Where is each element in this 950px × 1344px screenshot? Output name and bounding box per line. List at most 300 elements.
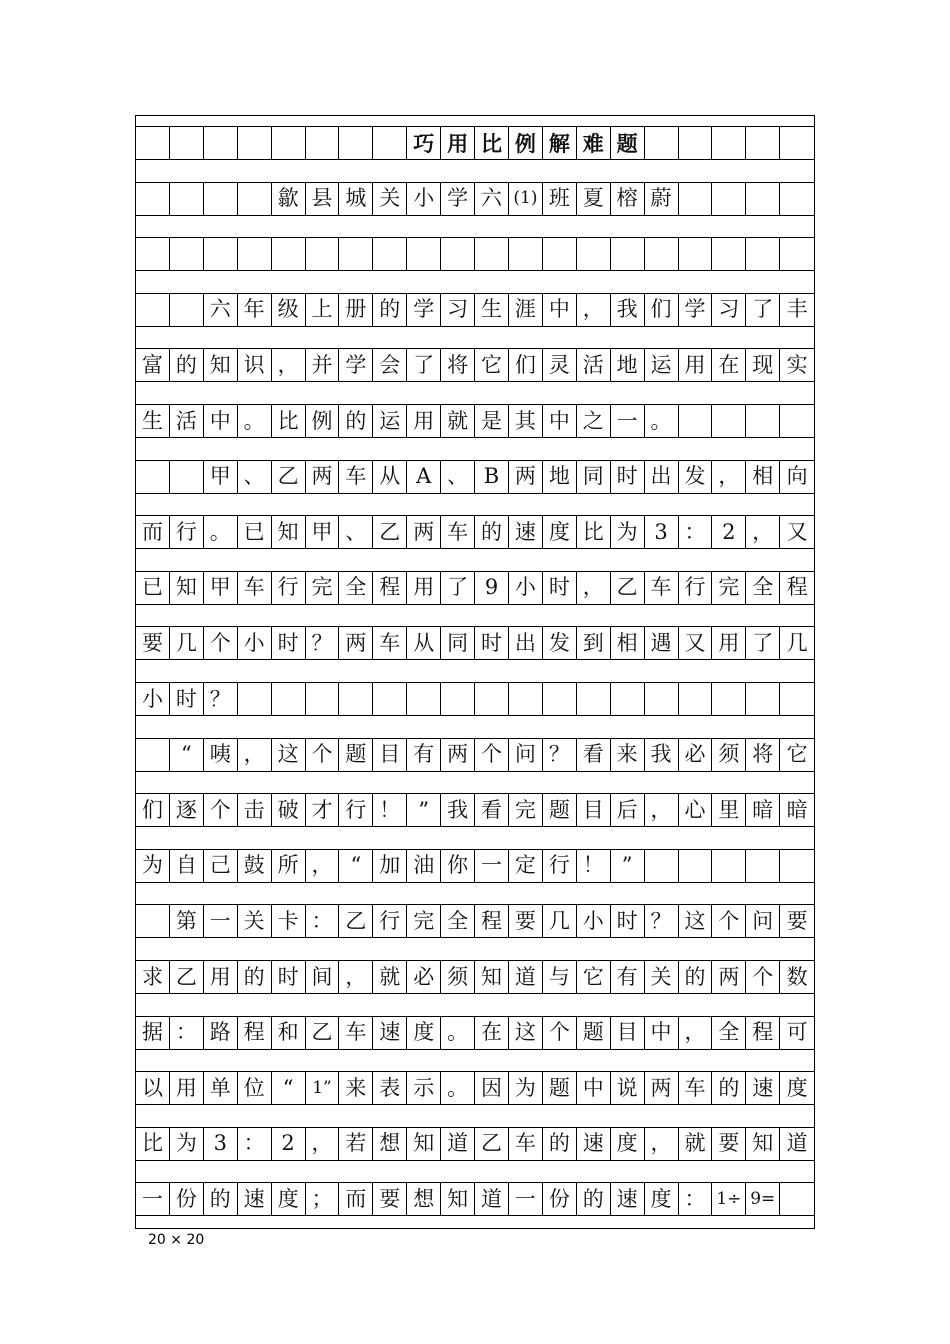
- grid-cell: 一: [475, 849, 509, 883]
- grid-cell: 据: [136, 1016, 170, 1050]
- grid-cell: 位: [238, 1071, 272, 1105]
- grid-cell: A: [407, 460, 441, 494]
- grid-cell: 须: [712, 738, 746, 772]
- grid-cell: 用: [407, 571, 441, 605]
- grid-cell: [645, 682, 679, 716]
- grid-cell: 之: [577, 404, 611, 438]
- grid-cell: 班: [543, 182, 577, 216]
- grid-cell: [136, 904, 170, 938]
- grid-cell: 六: [475, 182, 509, 216]
- grid-cell: [780, 682, 814, 716]
- grid-cell: 度: [407, 1016, 441, 1050]
- grid-cell: 个: [543, 1016, 577, 1050]
- grid-cell: 六: [204, 293, 238, 327]
- grid-cell: 速: [509, 515, 543, 549]
- grid-cell: 求: [136, 960, 170, 994]
- grid-cell: 个: [306, 738, 340, 772]
- grid-cell: 行: [339, 793, 373, 827]
- grid-cell: 行: [679, 571, 713, 605]
- grid-cell: 暗: [746, 793, 780, 827]
- grid-cell: [238, 182, 272, 216]
- grid-cell: 、: [441, 460, 475, 494]
- grid-cell: 知: [272, 515, 306, 549]
- grid-cell: [679, 126, 713, 160]
- grid-cell: 甲: [204, 460, 238, 494]
- grid-cell: 生: [475, 293, 509, 327]
- grid-cell: 乙: [170, 960, 204, 994]
- grid-cell: 速: [577, 1127, 611, 1161]
- grid-cell: 发: [543, 626, 577, 660]
- grid-row: [136, 793, 814, 827]
- grid-cell: 全: [712, 1016, 746, 1050]
- grid-cell: 比: [475, 126, 509, 160]
- grid-cell: 个: [204, 793, 238, 827]
- grid-cell: 定: [509, 849, 543, 883]
- grid-cell: 、: [238, 460, 272, 494]
- grid-cell: 关: [645, 960, 679, 994]
- grid-cell: 小: [238, 626, 272, 660]
- grid-cell: [679, 237, 713, 271]
- grid-cell: 说: [611, 1071, 645, 1105]
- grid-cell: [170, 460, 204, 494]
- grid-cell: 两: [712, 960, 746, 994]
- grid-cell: [543, 682, 577, 716]
- grid-cell: 乙: [306, 1016, 340, 1050]
- grid-cell: 题: [611, 126, 645, 160]
- grid-cell: 榕: [611, 182, 645, 216]
- grid-cell: 道: [780, 1127, 814, 1161]
- grid-row: [136, 1182, 814, 1216]
- grid-cell: 、: [339, 515, 373, 549]
- grid-cell: 3: [645, 515, 679, 549]
- grid-cell: [136, 460, 170, 494]
- grid-cell: 程: [780, 571, 814, 605]
- grid-cell: 题: [339, 738, 373, 772]
- grid-cell: 车: [339, 460, 373, 494]
- grid-cell: 同: [577, 460, 611, 494]
- grid-cell: 就: [373, 960, 407, 994]
- grid-cell: [339, 237, 373, 271]
- grid-cell: 运: [373, 404, 407, 438]
- grid-row: [136, 237, 814, 271]
- grid-cell: 学: [407, 293, 441, 327]
- grid-cell: [238, 237, 272, 271]
- grid-cell: 鼓: [238, 849, 272, 883]
- grid-cell: [238, 126, 272, 160]
- grid-cell: 它: [577, 960, 611, 994]
- grid-cell: [712, 182, 746, 216]
- grid-cell: [373, 682, 407, 716]
- grid-cell: 将: [441, 348, 475, 382]
- grid-cell: 必: [679, 738, 713, 772]
- grid-cell: 行: [170, 515, 204, 549]
- grid-cell: 若: [339, 1127, 373, 1161]
- grid-cell: 富: [136, 348, 170, 382]
- grid-cell: ，: [679, 1016, 713, 1050]
- grid-cell: 车: [238, 571, 272, 605]
- grid-cell: 两: [407, 515, 441, 549]
- grid-cell: “: [272, 1071, 306, 1105]
- grid-cell: 巧: [407, 126, 441, 160]
- grid-cell: 级: [272, 293, 306, 327]
- grid-cell: [780, 182, 814, 216]
- grid-row: [136, 738, 814, 772]
- grid-cell: ，: [712, 460, 746, 494]
- grid-cell: ：: [679, 1182, 713, 1216]
- grid-cell: 逐: [170, 793, 204, 827]
- grid-cell: 行: [543, 849, 577, 883]
- grid-cell: 用: [170, 1071, 204, 1105]
- grid-size-label: 20 × 20: [148, 1232, 205, 1248]
- grid-cell: 知: [441, 1182, 475, 1216]
- grid-cell: 时: [170, 682, 204, 716]
- grid-cell: [170, 126, 204, 160]
- grid-cell: B: [475, 460, 509, 494]
- grid-cell: [645, 849, 679, 883]
- grid-cell: [170, 293, 204, 327]
- grid-cell: 问: [509, 738, 543, 772]
- grid-cell: 生: [136, 404, 170, 438]
- grid-cell: 一: [204, 904, 238, 938]
- grid-cell: 这: [509, 1016, 543, 1050]
- grid-cell: 心: [679, 793, 713, 827]
- grid-cell: 小: [577, 904, 611, 938]
- grid-cell: 份: [543, 1182, 577, 1216]
- grid-cell: 车: [679, 1071, 713, 1105]
- grid-row: [136, 293, 814, 327]
- grid-cell: 行: [373, 904, 407, 938]
- grid-cell: 时: [543, 571, 577, 605]
- grid-cell: 里: [712, 793, 746, 827]
- grid-cell: 个: [204, 626, 238, 660]
- grid-cell: [645, 126, 679, 160]
- grid-cell: ，: [272, 348, 306, 382]
- grid-cell: 了: [441, 571, 475, 605]
- grid-row: [136, 515, 814, 549]
- grid-cell: 从: [407, 626, 441, 660]
- grid-cell: 来: [611, 738, 645, 772]
- grid-cell: 夏: [577, 182, 611, 216]
- grid-cell: 在: [712, 348, 746, 382]
- grid-cell: 用: [712, 626, 746, 660]
- grid-cell: 中: [204, 404, 238, 438]
- grid-cell: 完: [407, 904, 441, 938]
- grid-cell: 到: [577, 626, 611, 660]
- grid-cell: 而: [136, 515, 170, 549]
- grid-cell: 因: [475, 1071, 509, 1105]
- grid-cell: 了: [407, 348, 441, 382]
- grid-cell: [780, 237, 814, 271]
- grid-cell: 单: [204, 1071, 238, 1105]
- grid-cell: [543, 237, 577, 271]
- grid-cell: [306, 237, 340, 271]
- grid-cell: 它: [780, 738, 814, 772]
- grid-cell: [204, 126, 238, 160]
- grid-cell: [475, 682, 509, 716]
- grid-cell: 们: [645, 293, 679, 327]
- grid-cell: 的: [712, 1071, 746, 1105]
- grid-cell: 时: [611, 460, 645, 494]
- grid-cell: 道: [475, 1182, 509, 1216]
- grid-cell: 车: [339, 1016, 373, 1050]
- grid-row: [136, 1016, 814, 1050]
- grid-cell: 速: [373, 1016, 407, 1050]
- grid-cell: 中: [645, 1016, 679, 1050]
- grid-cell: [170, 237, 204, 271]
- grid-cell: 度: [543, 515, 577, 549]
- grid-cell: 知: [746, 1127, 780, 1161]
- grid-cell: [373, 237, 407, 271]
- grid-cell: [136, 738, 170, 772]
- grid-cell: 1÷: [712, 1182, 746, 1216]
- grid-cell: 2: [712, 515, 746, 549]
- grid-cell: 城: [339, 182, 373, 216]
- grid-cell: 两: [645, 1071, 679, 1105]
- grid-cell: 几: [170, 626, 204, 660]
- grid-cell: [712, 237, 746, 271]
- grid-cell: [306, 126, 340, 160]
- grid-cell: 为: [611, 515, 645, 549]
- grid-cell: “: [170, 738, 204, 772]
- grid-cell: 。: [441, 1071, 475, 1105]
- grid-cell: ！: [577, 849, 611, 883]
- grid-cell: [272, 237, 306, 271]
- grid-cell: [577, 682, 611, 716]
- grid-cell: ：: [679, 515, 713, 549]
- grid-cell: 时: [611, 904, 645, 938]
- grid-cell: ，: [645, 793, 679, 827]
- grid-cell: 。: [238, 404, 272, 438]
- grid-cell: 有: [407, 738, 441, 772]
- grid-cell: 已: [136, 571, 170, 605]
- grid-cell: 车: [373, 626, 407, 660]
- grid-cell: ？: [645, 904, 679, 938]
- grid-cell: 油: [407, 849, 441, 883]
- grid-cell: 习: [712, 293, 746, 327]
- grid-cell: [407, 237, 441, 271]
- grid-cell: 活: [170, 404, 204, 438]
- grid-cell: [780, 126, 814, 160]
- grid-cell: [679, 182, 713, 216]
- grid-cell: 所: [272, 849, 306, 883]
- grid-cell: 路: [204, 1016, 238, 1050]
- grid-cell: ，: [746, 515, 780, 549]
- grid-cell: 实: [780, 348, 814, 382]
- grid-cell: 车: [509, 1127, 543, 1161]
- grid-cell: [272, 126, 306, 160]
- grid-cell: 。: [645, 404, 679, 438]
- grid-cell: 发: [679, 460, 713, 494]
- grid-cell: (1): [509, 182, 543, 216]
- grid-cell: [306, 682, 340, 716]
- grid-cell: 自: [170, 849, 204, 883]
- grid-cell: 县: [306, 182, 340, 216]
- grid-cell: 小: [136, 682, 170, 716]
- grid-cell: 们: [136, 793, 170, 827]
- grid-cell: 道: [509, 960, 543, 994]
- grid-cell: 比: [136, 1127, 170, 1161]
- grid-cell: 在: [475, 1016, 509, 1050]
- grid-cell: 加: [373, 849, 407, 883]
- grid-cell: [373, 126, 407, 160]
- grid-cell: 时: [475, 626, 509, 660]
- grid-cell: ：: [238, 1127, 272, 1161]
- grid-cell: 知: [170, 571, 204, 605]
- grid-cell: 乙: [373, 515, 407, 549]
- grid-row: [136, 849, 814, 883]
- grid-cell: [204, 182, 238, 216]
- grid-cell: [712, 682, 746, 716]
- grid-cell: 时: [272, 626, 306, 660]
- grid-cell: 完: [509, 793, 543, 827]
- grid-cell: 乙: [272, 460, 306, 494]
- grid-cell: 小: [407, 182, 441, 216]
- grid-row: [136, 904, 814, 938]
- grid-cell: 上: [306, 293, 340, 327]
- grid-cell: 两: [509, 460, 543, 494]
- grid-cell: [509, 237, 543, 271]
- grid-cell: ，: [577, 293, 611, 327]
- grid-cell: 程: [373, 571, 407, 605]
- grid-cell: 又: [780, 515, 814, 549]
- grid-cell: 题: [577, 1016, 611, 1050]
- grid-cell: 用: [407, 404, 441, 438]
- grid-cell: 想: [407, 1182, 441, 1216]
- grid-cell: 度: [780, 1071, 814, 1105]
- grid-row: [136, 182, 814, 216]
- grid-cell: 这: [272, 738, 306, 772]
- grid-cell: 要: [780, 904, 814, 938]
- grid-cell: [339, 126, 373, 160]
- grid-cell: ；: [306, 1182, 340, 1216]
- grid-cell: 表: [373, 1071, 407, 1105]
- grid-cell: 目: [577, 793, 611, 827]
- grid-cell: 例: [306, 404, 340, 438]
- grid-cell: 想: [373, 1127, 407, 1161]
- grid-cell: 要: [373, 1182, 407, 1216]
- grid-cell: ，: [577, 571, 611, 605]
- grid-cell: 同: [441, 626, 475, 660]
- grid-cell: [746, 182, 780, 216]
- grid-cell: 。: [441, 1016, 475, 1050]
- grid-cell: 习: [441, 293, 475, 327]
- grid-cell: 学: [679, 293, 713, 327]
- grid-row: [136, 348, 814, 382]
- grid-cell: 相: [746, 460, 780, 494]
- grid-cell: 运: [645, 348, 679, 382]
- grid-cell: 的: [679, 960, 713, 994]
- grid-cell: 小: [509, 571, 543, 605]
- grid-cell: 乙: [339, 904, 373, 938]
- grid-cell: ？: [543, 738, 577, 772]
- grid-cell: 乙: [611, 571, 645, 605]
- grid-cell: 中: [577, 1071, 611, 1105]
- grid-cell: [136, 126, 170, 160]
- grid-cell: 咦: [204, 738, 238, 772]
- grid-cell: 为: [509, 1071, 543, 1105]
- grid-cell: 灵: [543, 348, 577, 382]
- grid-cell: [746, 126, 780, 160]
- grid-cell: 度: [272, 1182, 306, 1216]
- grid-cell: [441, 682, 475, 716]
- grid-cell: ”: [611, 849, 645, 883]
- grid-cell: 要: [712, 1127, 746, 1161]
- grid-cell: 你: [441, 849, 475, 883]
- grid-cell: 关: [238, 904, 272, 938]
- grid-cell: 中: [543, 404, 577, 438]
- grid-cell: [475, 237, 509, 271]
- grid-cell: ：: [170, 1016, 204, 1050]
- grid-cell: 难: [577, 126, 611, 160]
- grid-cell: 的: [238, 960, 272, 994]
- grid-cell: 两: [441, 738, 475, 772]
- grid-cell: 用: [204, 960, 238, 994]
- grid-cell: 就: [441, 404, 475, 438]
- grid-cell: 又: [679, 626, 713, 660]
- grid-cell: ，: [238, 738, 272, 772]
- grid-cell: 个: [475, 738, 509, 772]
- grid-cell: 必: [407, 960, 441, 994]
- grid-cell: [679, 849, 713, 883]
- grid-cell: 全: [339, 571, 373, 605]
- grid-cell: 道: [441, 1127, 475, 1161]
- grid-cell: [509, 682, 543, 716]
- grid-cell: [746, 682, 780, 716]
- grid-row: [136, 960, 814, 994]
- grid-cell: 才: [306, 793, 340, 827]
- grid-cell: 其: [509, 404, 543, 438]
- grid-cell: 要: [136, 626, 170, 660]
- grid-row: [136, 126, 814, 160]
- grid-cell: 两: [306, 460, 340, 494]
- grid-cell: 乙: [475, 1127, 509, 1161]
- grid-cell: [780, 1182, 814, 1216]
- grid-cell: 个: [746, 960, 780, 994]
- grid-cell: 以: [136, 1071, 170, 1105]
- grid-cell: 题: [543, 1071, 577, 1105]
- grid-cell: 解: [543, 126, 577, 160]
- grid-cell: [712, 849, 746, 883]
- grid-cell: [679, 682, 713, 716]
- grid-cell: 速: [611, 1182, 645, 1216]
- grid-cell: 为: [170, 1127, 204, 1161]
- grid-cell: 车: [441, 515, 475, 549]
- grid-cell: 已: [238, 515, 272, 549]
- grid-cell: [712, 404, 746, 438]
- grid-cell: 的: [373, 293, 407, 327]
- grid-cell: 这: [679, 904, 713, 938]
- grid-cell: 问: [746, 904, 780, 938]
- grid-cell: 程: [746, 1016, 780, 1050]
- grid-cell: ！: [373, 793, 407, 827]
- grid-cell: 向: [780, 460, 814, 494]
- grid-cell: 学: [339, 348, 373, 382]
- grid-cell: 速: [238, 1182, 272, 1216]
- grid-cell: 程: [475, 904, 509, 938]
- grid-cell: ：: [306, 904, 340, 938]
- grid-cell: 地: [611, 348, 645, 382]
- grid-cell: 须: [441, 960, 475, 994]
- grid-cell: 为: [136, 849, 170, 883]
- grid-cell: 知: [407, 1127, 441, 1161]
- grid-cell: “: [339, 849, 373, 883]
- grid-row: [136, 460, 814, 494]
- grid-cell: 它: [475, 348, 509, 382]
- grid-cell: 遇: [645, 626, 679, 660]
- grid-cell: [780, 849, 814, 883]
- grid-cell: [441, 237, 475, 271]
- grid-cell: 歙: [272, 182, 306, 216]
